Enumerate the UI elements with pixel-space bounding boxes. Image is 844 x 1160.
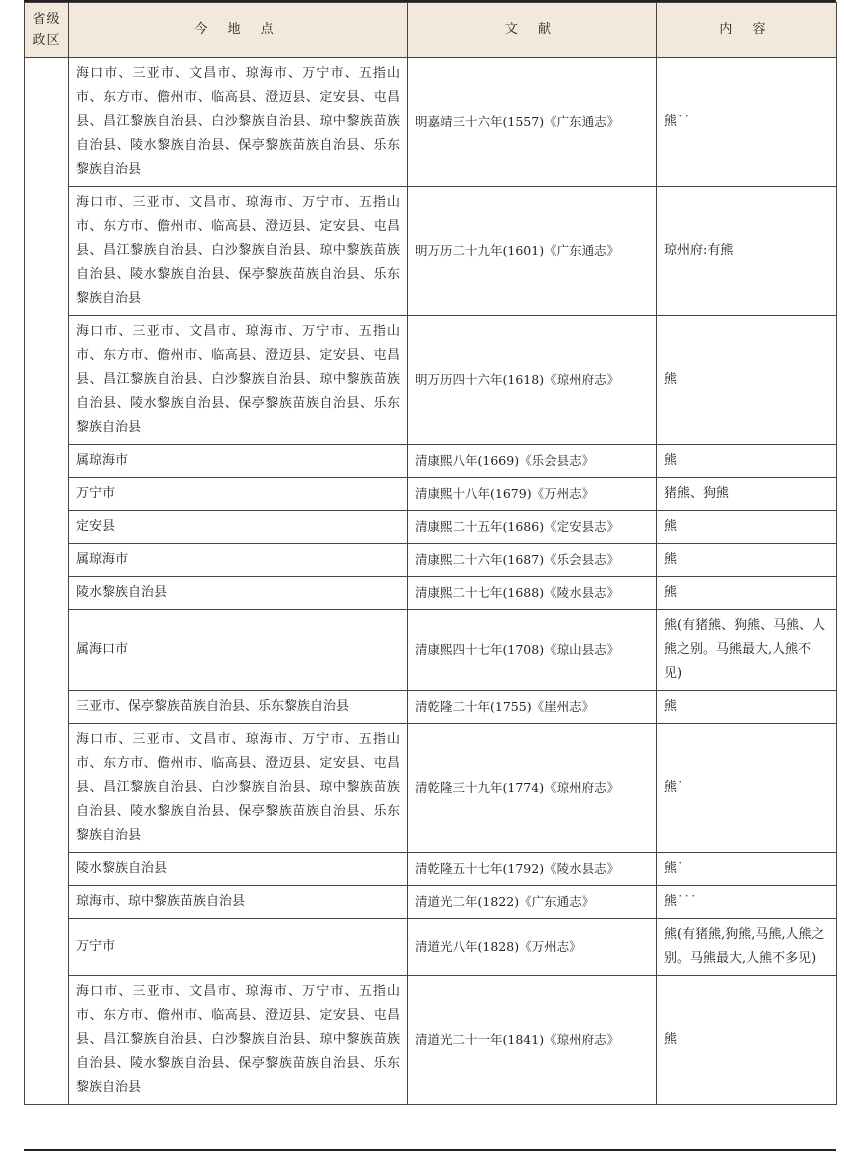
document-cell: 清乾隆三十九年(1774)《琼州府志》 — [408, 724, 657, 853]
table-row — [25, 187, 837, 316]
place-cell: 属琼海市 — [69, 544, 408, 577]
document-cell: 清乾隆二十年(1755)《崖州志》 — [408, 691, 657, 724]
table-row — [25, 610, 837, 691]
document-cell: 清道光二年(1822)《广东通志》 — [408, 886, 657, 919]
table-row — [25, 511, 837, 544]
place-cell: 海口市、三亚市、文昌市、琼海市、万宁市、五指山市、东方市、儋州市、临高县、澄迈县、定安县、屯昌县、昌江黎族自治县、白沙黎族自治县、琼中黎族苗族自治县、陵水黎族自治县、保亭黎族苗族自治县、乐东黎族自治县 — [69, 724, 408, 853]
table-row — [25, 853, 837, 886]
content-cell: 熊 — [657, 316, 837, 445]
document-cell: 明嘉靖三十六年(1557)《广东通志》 — [408, 58, 657, 187]
content-cell: 熊 — [657, 976, 837, 1105]
content-cell: 琼州府:有熊 — [657, 187, 837, 316]
table-row — [25, 445, 837, 478]
document-cell: 清康熙二十五年(1686)《定安县志》 — [408, 511, 657, 544]
place-cell: 海口市、三亚市、文昌市、琼海市、万宁市、五指山市、东方市、儋州市、临高县、澄迈县、定安县、屯昌县、昌江黎族自治县、白沙黎族自治县、琼中黎族苗族自治县、陵水黎族自治县、保亭黎族苗族自治县、乐东黎族自治县 — [69, 58, 408, 187]
table-row — [25, 886, 837, 919]
place-cell: 三亚市、保亭黎族苗族自治县、乐东黎族自治县 — [69, 691, 408, 724]
document-cell: 清康熙二十六年(1687)《乐会县志》 — [408, 544, 657, 577]
place-cell: 陵水黎族自治县 — [69, 853, 408, 886]
content-cell: 熊˙˙ — [657, 58, 837, 187]
document-cell: 清乾隆五十七年(1792)《陵水县志》 — [408, 853, 657, 886]
content-cell: 猪熊、狗熊 — [657, 478, 837, 511]
place-cell: 海口市、三亚市、文昌市、琼海市、万宁市、五指山市、东方市、儋州市、临高县、澄迈县、定安县、屯昌县、昌江黎族自治县、白沙黎族自治县、琼中黎族苗族自治县、陵水黎族自治县、保亭黎族苗族自治县、乐东黎族自治县 — [69, 187, 408, 316]
document-cell: 清康熙八年(1669)《乐会县志》 — [408, 445, 657, 478]
table-row — [25, 577, 837, 610]
header-document: 文 献 — [408, 3, 657, 58]
table-row — [25, 919, 837, 976]
place-cell: 陵水黎族自治县 — [69, 577, 408, 610]
content-cell: 熊˙ — [657, 724, 837, 853]
content-cell: 熊 — [657, 445, 837, 478]
place-cell: 定安县 — [69, 511, 408, 544]
table-row — [25, 478, 837, 511]
bottom-rule — [24, 1149, 836, 1151]
document-cell: 明万历四十六年(1618)《琼州府志》 — [408, 316, 657, 445]
document-cell: 清康熙二十七年(1688)《陵水县志》 — [408, 577, 657, 610]
document-cell: 清康熙四十七年(1708)《琼山县志》 — [408, 610, 657, 691]
table-row — [25, 724, 837, 853]
header-province: 省级政区 — [25, 3, 69, 58]
content-cell: 熊(有猪熊,狗熊,马熊,人熊之别。马熊最大,人熊不多见) — [657, 919, 837, 976]
content-cell: 熊 — [657, 577, 837, 610]
content-cell: 熊˙ — [657, 853, 837, 886]
document-cell: 清道光二十一年(1841)《琼州府志》 — [408, 976, 657, 1105]
content-cell: 熊˙˙˙ — [657, 886, 837, 919]
province-cell — [25, 58, 69, 1105]
content-cell: 熊 — [657, 511, 837, 544]
place-cell: 海口市、三亚市、文昌市、琼海市、万宁市、五指山市、东方市、儋州市、临高县、澄迈县、定安县、屯昌县、昌江黎族自治县、白沙黎族自治县、琼中黎族苗族自治县、陵水黎族自治县、保亭黎族苗族自治县、乐东黎族自治县 — [69, 316, 408, 445]
document-cell: 清康熙十八年(1679)《万州志》 — [408, 478, 657, 511]
table-row — [25, 976, 837, 1105]
place-cell: 属海口市 — [69, 610, 408, 691]
table-row — [25, 691, 837, 724]
header-row — [25, 3, 837, 58]
table-row — [25, 58, 837, 187]
place-cell: 万宁市 — [69, 919, 408, 976]
place-cell: 属琼海市 — [69, 445, 408, 478]
content-cell: 熊(有猪熊、狗熊、马熊、人熊之别。马熊最大,人熊不见) — [657, 610, 837, 691]
header-place: 今 地 点 — [69, 3, 408, 58]
content-cell: 熊 — [657, 691, 837, 724]
place-cell: 海口市、三亚市、文昌市、琼海市、万宁市、五指山市、东方市、儋州市、临高县、澄迈县、定安县、屯昌县、昌江黎族自治县、白沙黎族自治县、琼中黎族苗族自治县、陵水黎族自治县、保亭黎族苗族自治县、乐东黎族自治县 — [69, 976, 408, 1105]
table-row — [25, 316, 837, 445]
content-cell: 熊 — [657, 544, 837, 577]
table-row — [25, 544, 837, 577]
place-cell: 琼海市、琼中黎族苗族自治县 — [69, 886, 408, 919]
records-table — [24, 2, 837, 1105]
place-cell: 万宁市 — [69, 478, 408, 511]
document-cell: 清道光八年(1828)《万州志》 — [408, 919, 657, 976]
document-cell: 明万历二十九年(1601)《广东通志》 — [408, 187, 657, 316]
header-content: 内 容 — [657, 3, 837, 58]
table-body — [25, 58, 837, 1105]
